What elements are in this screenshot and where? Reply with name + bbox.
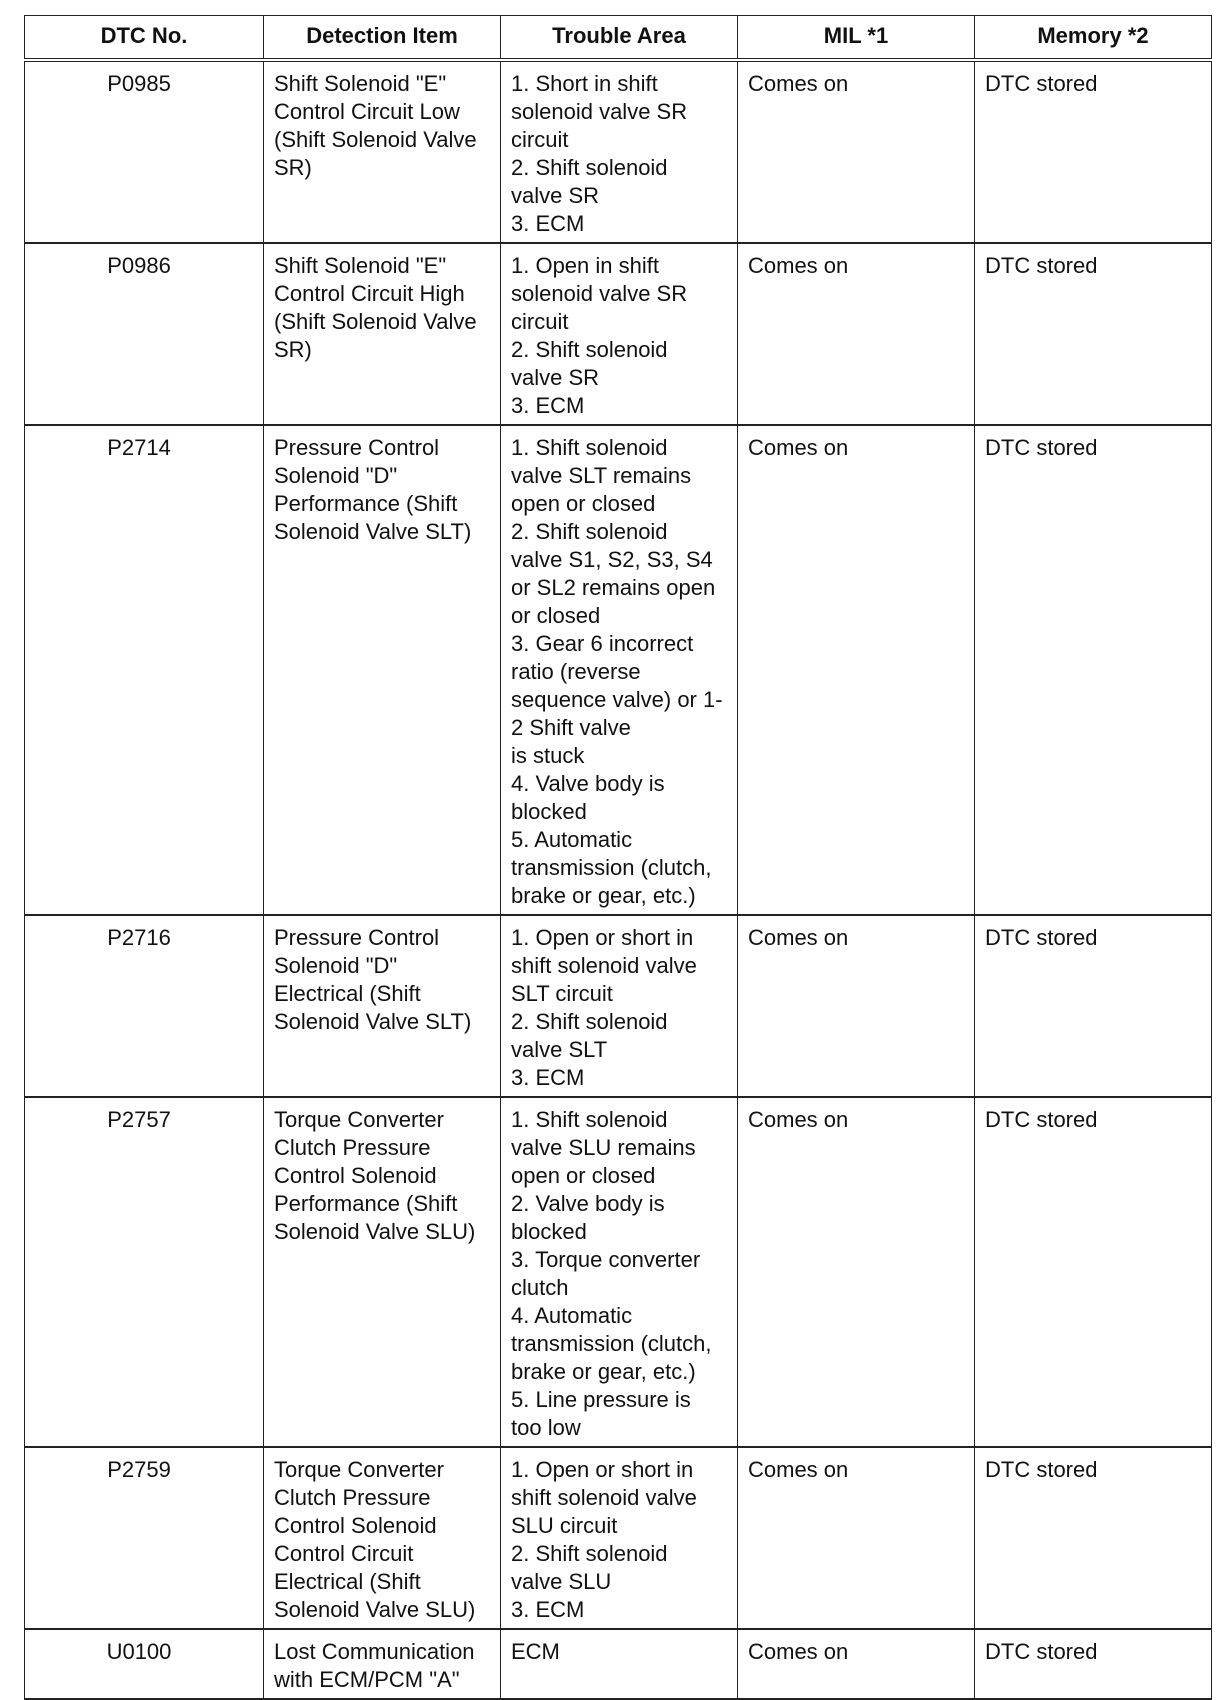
dtc-code-cell: U0100 bbox=[25, 1629, 264, 1699]
trouble-area-line: 3. Gear 6 incorrect bbox=[511, 631, 694, 656]
trouble-area-line: 5. Automatic bbox=[511, 827, 633, 852]
table-row bbox=[25, 1097, 1212, 1447]
trouble-area-line: 2. Shift solenoid bbox=[511, 337, 668, 362]
trouble-area-cell bbox=[501, 243, 738, 425]
dtc-code-cell: P2716 bbox=[25, 915, 264, 1097]
detection-item-line: Shift Solenoid "E" bbox=[274, 253, 447, 278]
detection-item-line: Solenoid "D" bbox=[274, 463, 398, 488]
detection-item-line: Solenoid Valve SLT) bbox=[274, 1009, 472, 1034]
trouble-area-line: sequence valve) or 1- bbox=[511, 687, 723, 712]
dtc-code-cell: P2757 bbox=[25, 1097, 264, 1447]
trouble-area-line: shift solenoid valve bbox=[511, 1485, 697, 1510]
trouble-area-line: valve SR bbox=[511, 183, 600, 208]
trouble-area-line: valve SR bbox=[511, 365, 600, 390]
trouble-area-line: open or closed bbox=[511, 491, 656, 516]
memory-cell: DTC stored bbox=[975, 915, 1212, 1097]
trouble-area-cell bbox=[501, 60, 738, 243]
memory-cell: DTC stored bbox=[975, 243, 1212, 425]
detection-item-line: Lost Communication bbox=[274, 1639, 475, 1664]
detection-item-cell bbox=[264, 425, 501, 915]
table-row bbox=[25, 425, 1212, 915]
detection-item-cell bbox=[264, 1447, 501, 1629]
trouble-area-cell bbox=[501, 425, 738, 915]
detection-item-line: Control Circuit High bbox=[274, 281, 465, 306]
trouble-area-line: too low bbox=[511, 1415, 581, 1440]
trouble-area-cell bbox=[501, 1447, 738, 1629]
detection-item-line: Pressure Control bbox=[274, 435, 440, 460]
trouble-area-line: valve SLT remains bbox=[511, 463, 692, 488]
dtc-code-cell: P2759 bbox=[25, 1447, 264, 1629]
trouble-area-cell bbox=[501, 1629, 738, 1699]
trouble-area-line: clutch bbox=[511, 1275, 569, 1300]
trouble-area-line: 5. Line pressure is bbox=[511, 1387, 691, 1412]
trouble-area-line: 3. ECM bbox=[511, 1065, 585, 1090]
trouble-area-line: open or closed bbox=[511, 1163, 656, 1188]
detection-item-line: Performance (Shift bbox=[274, 491, 458, 516]
detection-item-cell bbox=[264, 1629, 501, 1699]
detection-item-line: Solenoid Valve SLT) bbox=[274, 519, 472, 544]
trouble-area-line: 1. Short in shift bbox=[511, 71, 658, 96]
detection-item-line: SR) bbox=[274, 337, 312, 362]
trouble-area-cell bbox=[501, 915, 738, 1097]
trouble-area-line: SLU circuit bbox=[511, 1513, 618, 1538]
mil-cell: Comes on bbox=[738, 243, 975, 425]
dtc-code-cell: P0986 bbox=[25, 243, 264, 425]
detection-item-line: Pressure Control bbox=[274, 925, 440, 950]
detection-item-line: Shift Solenoid "E" bbox=[274, 71, 447, 96]
table-row bbox=[25, 915, 1212, 1097]
trouble-area-line: 4. Valve body is bbox=[511, 771, 665, 796]
trouble-area-line: 1. Open or short in bbox=[511, 925, 694, 950]
trouble-area-line: ECM bbox=[511, 1639, 560, 1664]
trouble-area-line: is stuck bbox=[511, 743, 585, 768]
detection-item-line: Torque Converter bbox=[274, 1107, 444, 1132]
detection-item-line: with ECM/PCM "A" bbox=[274, 1667, 460, 1692]
trouble-area-line: valve S1, S2, S3, S4 bbox=[511, 547, 713, 572]
mil-cell: Comes on bbox=[738, 1097, 975, 1447]
header-memory: Memory *2 bbox=[975, 16, 1212, 61]
trouble-area-line: 3. ECM bbox=[511, 1597, 585, 1622]
detection-item-cell bbox=[264, 1097, 501, 1447]
detection-item-line: Control Solenoid bbox=[274, 1513, 437, 1538]
trouble-area-line: blocked bbox=[511, 799, 587, 824]
trouble-area-line: 1. Shift solenoid bbox=[511, 435, 668, 460]
trouble-area-line: 2. Shift solenoid bbox=[511, 1009, 668, 1034]
trouble-area-line: brake or gear, etc.) bbox=[511, 883, 696, 908]
trouble-area-line: transmission (clutch, bbox=[511, 1331, 712, 1356]
trouble-area-line: 2. Shift solenoid bbox=[511, 155, 668, 180]
detection-item-line: Electrical (Shift bbox=[274, 1569, 421, 1594]
table-row bbox=[25, 243, 1212, 425]
detection-item-line: Solenoid Valve SLU) bbox=[274, 1219, 476, 1244]
detection-item-line: Clutch Pressure bbox=[274, 1485, 431, 1510]
detection-item-line: Control Circuit bbox=[274, 1541, 414, 1566]
memory-cell: DTC stored bbox=[975, 1097, 1212, 1447]
trouble-area-line: 4. Automatic bbox=[511, 1303, 633, 1328]
memory-cell: DTC stored bbox=[975, 60, 1212, 243]
trouble-area-line: SLT circuit bbox=[511, 981, 613, 1006]
trouble-area-line: 3. ECM bbox=[511, 393, 585, 418]
mil-cell: Comes on bbox=[738, 425, 975, 915]
trouble-area-line: solenoid valve SR bbox=[511, 281, 688, 306]
trouble-area-line: ratio (reverse bbox=[511, 659, 641, 684]
detection-item-cell bbox=[264, 60, 501, 243]
trouble-area-line: 1. Shift solenoid bbox=[511, 1107, 668, 1132]
trouble-area-line: or closed bbox=[511, 603, 601, 628]
memory-cell: DTC stored bbox=[975, 1447, 1212, 1629]
mil-cell: Comes on bbox=[738, 915, 975, 1097]
memory-cell: DTC stored bbox=[975, 1629, 1212, 1699]
trouble-area-line: 2. Shift solenoid bbox=[511, 519, 668, 544]
header-trouble-area: Trouble Area bbox=[501, 16, 738, 61]
memory-cell: DTC stored bbox=[975, 425, 1212, 915]
table-row bbox=[25, 60, 1212, 243]
table-body bbox=[25, 60, 1212, 1699]
dtc-table bbox=[24, 15, 1212, 1700]
header-dtc-no: DTC No. bbox=[25, 16, 264, 61]
trouble-area-line: 3. ECM bbox=[511, 211, 585, 236]
mil-cell: Comes on bbox=[738, 1447, 975, 1629]
table-header-row bbox=[25, 16, 1212, 61]
detection-item-line: (Shift Solenoid Valve bbox=[274, 127, 477, 152]
detection-item-cell bbox=[264, 243, 501, 425]
trouble-area-line: 1. Open in shift bbox=[511, 253, 659, 278]
trouble-area-line: 2 Shift valve bbox=[511, 715, 631, 740]
detection-item-line: Torque Converter bbox=[274, 1457, 444, 1482]
trouble-area-line: valve SLU bbox=[511, 1569, 612, 1594]
trouble-area-line: 1. Open or short in bbox=[511, 1457, 694, 1482]
detection-item-line: Electrical (Shift bbox=[274, 981, 421, 1006]
trouble-area-cell bbox=[501, 1097, 738, 1447]
trouble-area-line: circuit bbox=[511, 127, 569, 152]
header-mil: MIL *1 bbox=[738, 16, 975, 61]
table-row bbox=[25, 1629, 1212, 1699]
detection-item-cell bbox=[264, 915, 501, 1097]
trouble-area-line: brake or gear, etc.) bbox=[511, 1359, 696, 1384]
trouble-area-line: 3. Torque converter bbox=[511, 1247, 701, 1272]
detection-item-line: SR) bbox=[274, 155, 312, 180]
trouble-area-line: valve SLU remains bbox=[511, 1135, 696, 1160]
table-row bbox=[25, 1447, 1212, 1629]
detection-item-line: Solenoid Valve SLU) bbox=[274, 1597, 476, 1622]
mil-cell: Comes on bbox=[738, 60, 975, 243]
mil-cell: Comes on bbox=[738, 1629, 975, 1699]
detection-item-line: Solenoid "D" bbox=[274, 953, 398, 978]
trouble-area-line: or SL2 remains open bbox=[511, 575, 716, 600]
detection-item-line: Control Solenoid bbox=[274, 1163, 437, 1188]
detection-item-line: Control Circuit Low bbox=[274, 99, 460, 124]
detection-item-line: Clutch Pressure bbox=[274, 1135, 431, 1160]
trouble-area-line: 2. Valve body is bbox=[511, 1191, 665, 1216]
trouble-area-line: 2. Shift solenoid bbox=[511, 1541, 668, 1566]
trouble-area-line: valve SLT bbox=[511, 1037, 608, 1062]
trouble-area-line: solenoid valve SR bbox=[511, 99, 688, 124]
header-detection-item: Detection Item bbox=[264, 16, 501, 61]
trouble-area-line: circuit bbox=[511, 309, 569, 334]
trouble-area-line: blocked bbox=[511, 1219, 587, 1244]
detection-item-line: (Shift Solenoid Valve bbox=[274, 309, 477, 334]
detection-item-line: Performance (Shift bbox=[274, 1191, 458, 1216]
trouble-area-line: shift solenoid valve bbox=[511, 953, 697, 978]
trouble-area-line: transmission (clutch, bbox=[511, 855, 712, 880]
dtc-code-cell: P2714 bbox=[25, 425, 264, 915]
dtc-code-cell: P0985 bbox=[25, 60, 264, 243]
